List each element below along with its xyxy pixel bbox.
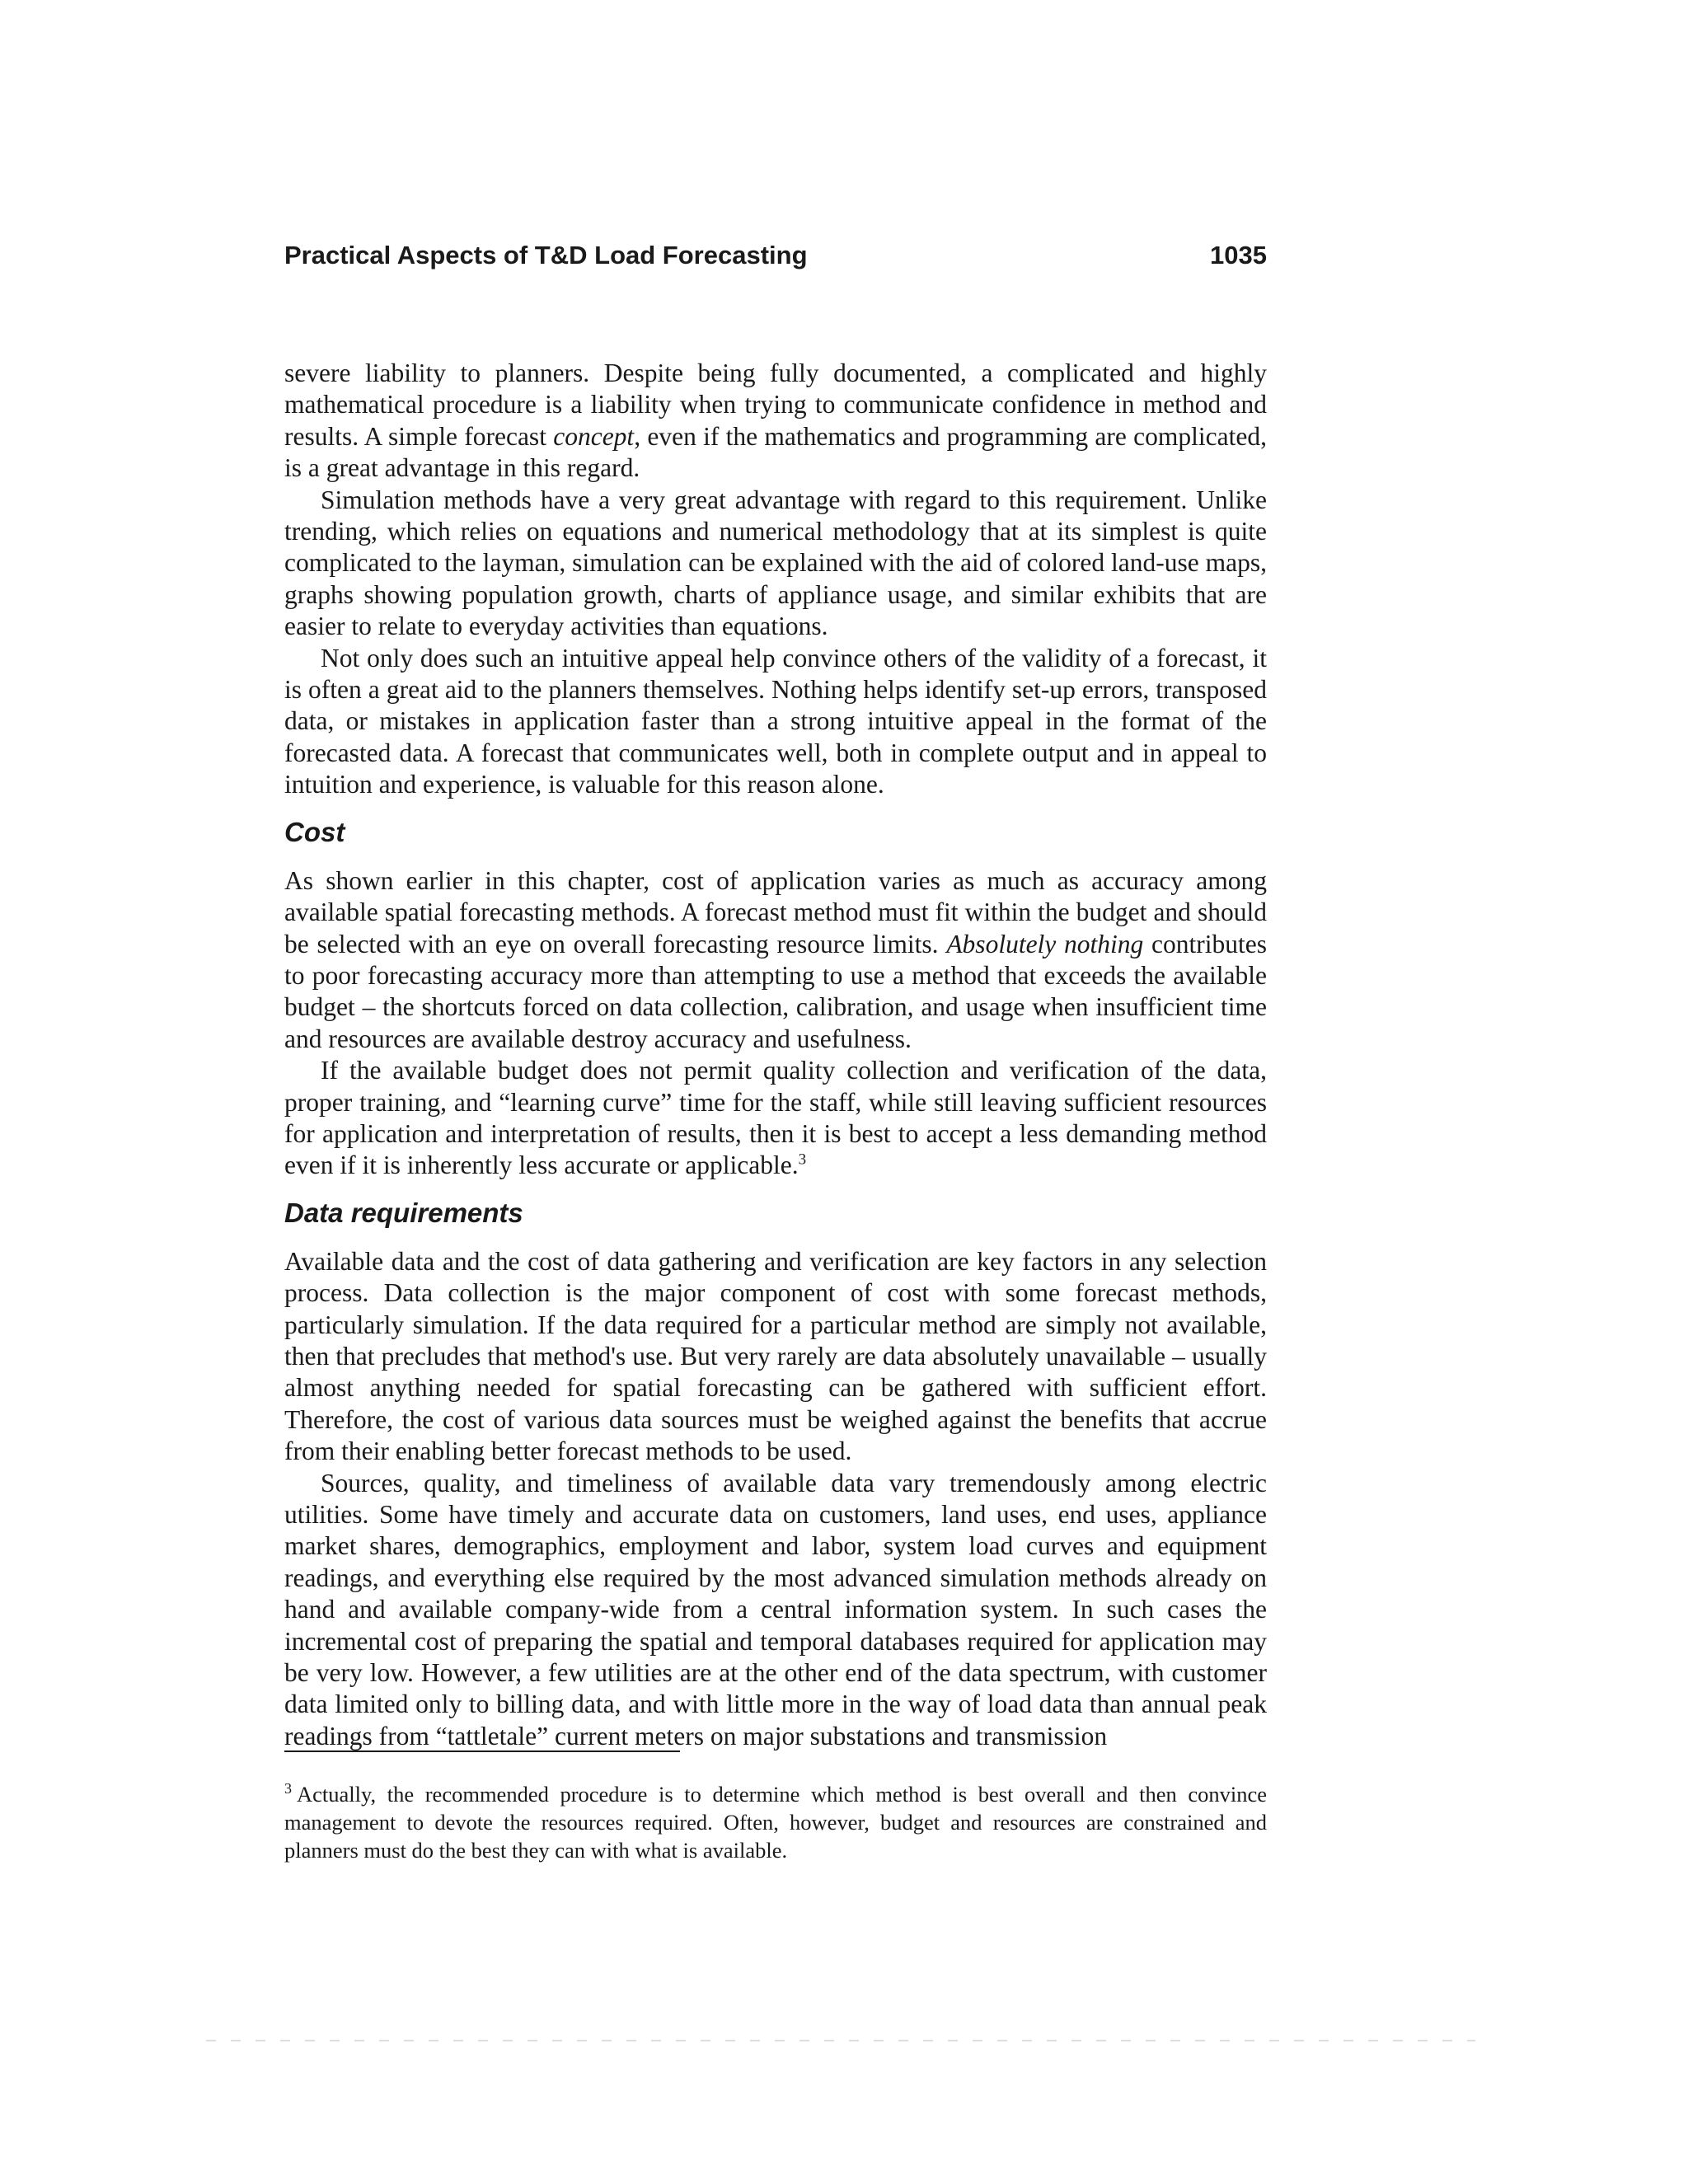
paragraph-5: If the available budget does not permit quality collection and verification of the data, proper training, and “learning curve” time for the staff, while still leaving sufficient resources for application and interpretation of results, then it is best to accept a less demanding method even if it is inherently less accurate or applicable.$^3$ — [284, 1056, 1267, 1180]
page-number: 1035 — [1210, 241, 1267, 269]
main-text — [284, 358, 1267, 1752]
running-header — [284, 241, 1267, 270]
section-heading-cost: Cost — [284, 816, 345, 847]
paragraph-1: severe liability to planners. Despite being fully documented, a complicated and highly mathematical procedure is a liability when trying to communicate confidence in method and results. A simple forecast concept, even if the mathematics and programming are complicated, is a great advantage in this regard. — [284, 359, 1267, 483]
footnote — [284, 1780, 1267, 1864]
paragraph-2: Simulation methods have a very great advantage with regard to this requirement. Unlike trending, which relies on equations and numerical methodology that at its simplest is quite complicated to the layman, simulation can be explained with the aid of colored land-use maps, graphs showing population growth, charts of appliance usage, and similar exhibits that are easier to relate to everyday activities than equations. — [284, 485, 1267, 641]
paragraph-7: Sources, quality, and timeliness of available data vary tremendously among electric utilities. Some have timely and accurate data on customers, land uses, end uses, appliance market shares, demographics, employment and labor, system load curves and equipment readings, and everything else required by the most advanced simulation methods already on hand and available company-wide from a central information system. In such cases the incremental cost of preparing the spatial and temporal databases required for application may be very low. However, a few utilities are at the other end of the data spectrum, with customer data limited only to billing data, and with little more in the way of load data than annual peak readings from “tattletale” current meters on major substations and transmission — [284, 1468, 1267, 1750]
paragraph-3: Not only does such an intuitive appeal help convince others of the validity of a forecast, it is often a great aid to the planners themselves. Nothing helps identify set-up errors, transposed data, or mistakes in application faster than a strong intuitive appeal in the format of the forecasted data. A forecast that communicates well, both in complete output and in appeal to intuition and experience, is valuable for this reason alone. — [284, 643, 1267, 799]
paragraph-4: As shown earlier in this chapter, cost of application varies as much as accuracy among available spatial forecasting methods. A forecast method must fit within the budget and should be selected with an eye on overall forecasting resource limits. Absolutely nothing contributes to poor forecasting accuracy more than attempting to use a method that exceeds the available budget – the shortcuts forced on data collection, calibration, and usage when insufficient time and resources are available destroy accuracy and usefulness. — [284, 865, 1267, 1053]
emphasis-concept: concept — [553, 421, 635, 451]
running-title: Practical Aspects of T&D Load Forecasting — [284, 241, 808, 269]
footnote-divider — [284, 1750, 680, 1752]
paragraph-6: Available data and the cost of data gathering and verification are key factors in any selection process. Data collection is the major component of cost with some forecast methods, particularly simulation. If the data required for a particular method are simply not available, then that precludes that method's use. But very rarely are data absolutely unavailable – usually almost anything needed for spatial forecasting can be gathered with sufficient effort. Therefore, the cost of various data sources must be weighed against the benefits that accrue from their enabling better forecast methods to be used. — [284, 1246, 1267, 1466]
scan-artifact-line — [206, 2040, 1475, 2041]
section-heading-data-requirements: Data requirements — [284, 1197, 523, 1228]
footnote-reference: 3 — [798, 1151, 807, 1169]
footnote-mark: 3 — [284, 1780, 292, 1797]
emphasis-absolutely-nothing: Absolutely nothing — [946, 929, 1144, 958]
footnote-text: Actually, the recommended procedure is to determine which method is best overall and then convince management to devote the resources required. Often, however, budget and resources are constrained and planners must do the best they can with what is available. — [284, 1782, 1267, 1863]
